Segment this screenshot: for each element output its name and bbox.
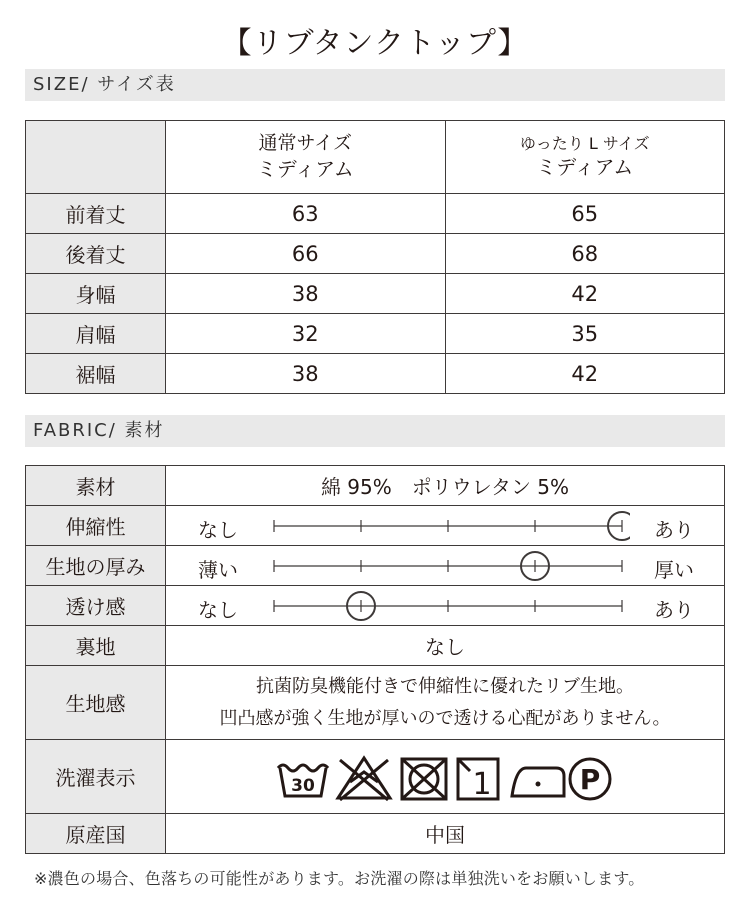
size-row-label: 前着丈 <box>26 194 166 234</box>
size-row-label: 後着丈 <box>26 234 166 274</box>
material-value: 綿 95% ポリウレタン 5% <box>166 466 725 506</box>
table-row <box>26 274 725 314</box>
laundry-symbols <box>166 740 725 814</box>
fabric-table <box>25 465 725 854</box>
size-row-regular: 38 <box>166 274 446 314</box>
table-row <box>26 194 725 234</box>
size-row-loose: 65 <box>445 194 725 234</box>
line-dry-shade-icon <box>458 759 498 802</box>
size-header-regular-line1: 通常サイズ <box>258 131 352 154</box>
size-section-heading: SIZE/ サイズ表 <box>25 69 725 101</box>
sheerness-scale-bar <box>270 586 630 626</box>
size-table-header <box>26 121 725 194</box>
size-row-regular: 32 <box>166 314 446 354</box>
size-header-loose-line2: ミディアム <box>536 155 634 180</box>
thickness-scale-max: 厚い <box>654 558 694 582</box>
size-table <box>25 120 725 394</box>
iron-low-icon <box>512 768 564 796</box>
dry-clean-text: P <box>579 763 601 796</box>
sheerness-scale-min: なし <box>198 598 238 622</box>
care-footnote: ※濃色の場合、色落ちの可能性があります。お洗濯の際は単独洗いをお願いします。 <box>34 869 645 888</box>
size-header-regular <box>166 121 446 194</box>
stretch-row <box>26 506 725 546</box>
size-row-loose: 68 <box>445 234 725 274</box>
size-row-regular: 38 <box>166 354 446 394</box>
origin-label: 原産国 <box>26 814 166 854</box>
texture-row <box>26 666 725 740</box>
size-row-loose: 35 <box>445 314 725 354</box>
thickness-row <box>26 546 725 586</box>
sheerness-scale-max: あり <box>654 598 694 622</box>
laundry-label: 洗濯表示 <box>26 740 166 814</box>
lining-row <box>26 626 725 666</box>
stretch-scale <box>166 506 725 546</box>
wash-tub-30-icon <box>278 765 328 796</box>
size-row-regular: 66 <box>166 234 446 274</box>
sheerness-scale <box>166 586 725 626</box>
lining-value: なし <box>166 626 725 666</box>
texture-line2: 凹凸感が強く生地が厚いので透ける心配がありません。 <box>219 707 671 729</box>
care-symbols-group <box>274 754 614 804</box>
material-label: 素材 <box>26 466 166 506</box>
texture-line1: 抗菌防臭機能付きで伸縮性に優れたリブ生地。 <box>256 676 634 697</box>
size-row-regular: 63 <box>166 194 446 234</box>
size-header-loose <box>445 121 725 194</box>
origin-row <box>26 814 725 854</box>
stretch-scale-min: なし <box>198 518 238 542</box>
laundry-row <box>26 740 725 814</box>
size-row-label: 身幅 <box>26 274 166 314</box>
thickness-label: 生地の厚み <box>26 546 166 586</box>
stretch-label: 伸縮性 <box>26 506 166 546</box>
size-row-loose: 42 <box>445 274 725 314</box>
size-header-regular-line2: ミディアム <box>256 157 354 182</box>
material-row <box>26 466 725 506</box>
no-bleach-icon <box>338 758 390 800</box>
no-tumble-dry-icon <box>402 759 446 799</box>
dry-mark-text: 1 <box>472 767 492 802</box>
size-header-loose-line1: ゆったり L サイズ <box>519 133 650 153</box>
sheerness-row <box>26 586 725 626</box>
origin-value: 中国 <box>166 814 725 854</box>
lining-label: 裏地 <box>26 626 166 666</box>
dry-clean-p-icon <box>570 759 610 799</box>
texture-label: 生地感 <box>26 666 166 740</box>
sheerness-label: 透け感 <box>26 586 166 626</box>
texture-value <box>166 666 725 740</box>
stretch-scale-max: あり <box>654 518 694 542</box>
table-row <box>26 314 725 354</box>
stretch-scale-bar <box>270 506 630 546</box>
size-header-blank <box>26 121 166 194</box>
fabric-section-heading: FABRIC/ 素材 <box>25 415 725 447</box>
page-title: 【リブタンクトップ】 <box>221 26 529 61</box>
thickness-scale-bar <box>270 546 630 586</box>
size-row-loose: 42 <box>445 354 725 394</box>
size-row-label: 裾幅 <box>26 354 166 394</box>
size-row-label: 肩幅 <box>26 314 166 354</box>
thickness-scale-min: 薄い <box>198 558 238 582</box>
thickness-scale <box>166 546 725 586</box>
table-row <box>26 354 725 394</box>
table-row <box>26 234 725 274</box>
wash-temp-text: 30 <box>291 776 315 796</box>
